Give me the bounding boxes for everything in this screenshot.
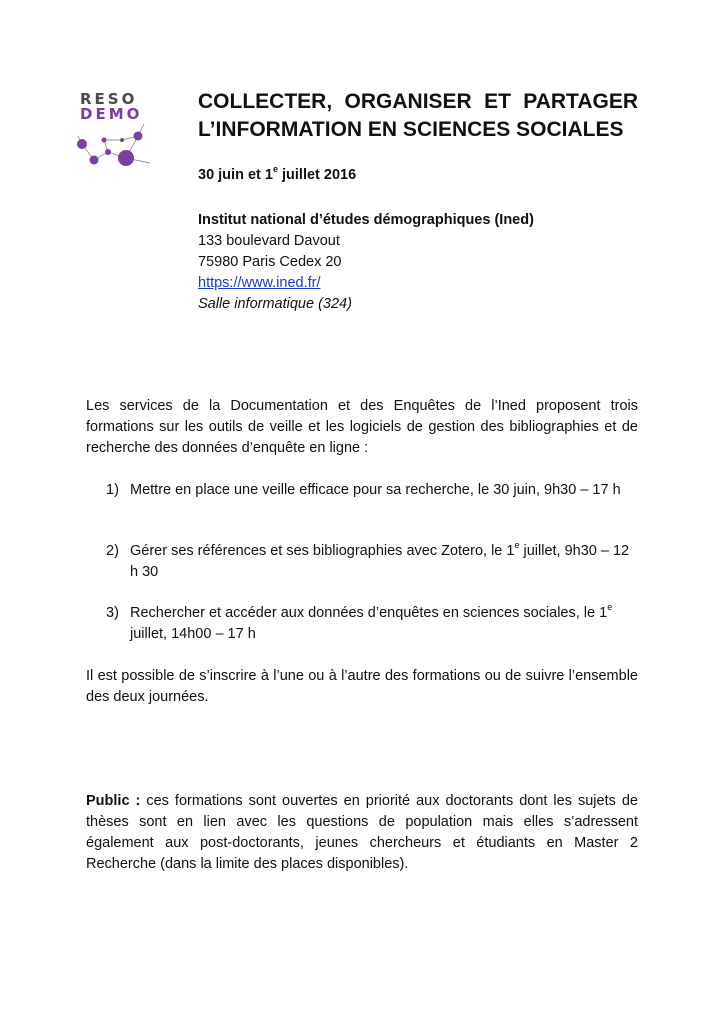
dates-part-2: juillet 2016 (277, 167, 357, 183)
formation-superscript: e (514, 540, 520, 551)
audience-label: Public : (86, 793, 141, 809)
logo-wordmark (80, 92, 142, 122)
venue-website-link[interactable]: https://www.ined.fr/ (198, 275, 321, 291)
logo-reso: RESO (80, 90, 138, 108)
venue-city: 75980 Paris Cedex 20 (198, 254, 342, 270)
formation-number: 1) (106, 482, 119, 498)
venue-block (198, 210, 534, 315)
title-line-2: L’INFORMATION EN SCIENCES SOCIALES (198, 118, 624, 141)
event-dates (198, 164, 357, 183)
formation-text-a: Gérer ses références et ses bibliographies avec Zotero, le 1 (130, 543, 515, 559)
intro-paragraph: Les services de la Documentation et des Enquêtes de l’Ined proposent trois formations sur les outils de veille et les logiciels de gestion des bibliographies et de recherche des données d’enquête en ligne : (86, 398, 638, 456)
venue-institution: Institut national d’études démographiques (Ined) (198, 212, 534, 228)
formation-text-b: juillet, 9h30 – 12 h 30 (130, 543, 630, 580)
logo-demo: DEMO (80, 105, 143, 123)
audience-paragraph (86, 791, 638, 875)
formation-item-3 (106, 603, 638, 645)
formation-text-b: juillet, 14h00 – 17 h (130, 626, 256, 642)
reso-demo-logo (74, 92, 156, 172)
formation-number: 3) (106, 605, 119, 621)
registration-paragraph: Il est possible de s’inscrire à l’une ou à l’autre des formations ou de suivre l’ensemble des deux journées. (86, 668, 638, 705)
venue-street: 133 boulevard Davout (198, 233, 340, 249)
formation-number: 2) (106, 543, 119, 559)
formation-superscript: e (607, 602, 613, 613)
dates-part-1: 30 juin et 1 (198, 167, 273, 183)
venue-room: Salle informatique (324) (198, 296, 352, 312)
formation-text: Mettre en place une veille efficace pour sa recherche, le 30 juin, 9h30 – 17 h (130, 482, 621, 498)
formation-text-a: Rechercher et accéder aux données d’enquêtes en sciences sociales, le 1 (130, 605, 608, 621)
page-title (198, 88, 638, 144)
formation-item-2 (106, 541, 638, 583)
title-line-1: COLLECTER, ORGANISER ET PARTAGER (198, 90, 638, 113)
formation-item-1 (106, 480, 638, 501)
dates-superscript: e (272, 164, 278, 175)
audience-text: ces formations sont ouvertes en priorité aux doctorants dont les sujets de thèses sont en lien avec les questions de population mais elles s’adressent également aux post-doctorants, jeunes chercheurs et étudiants en Master 2 Recherche (dans la limite des places disponibles). (86, 793, 638, 872)
